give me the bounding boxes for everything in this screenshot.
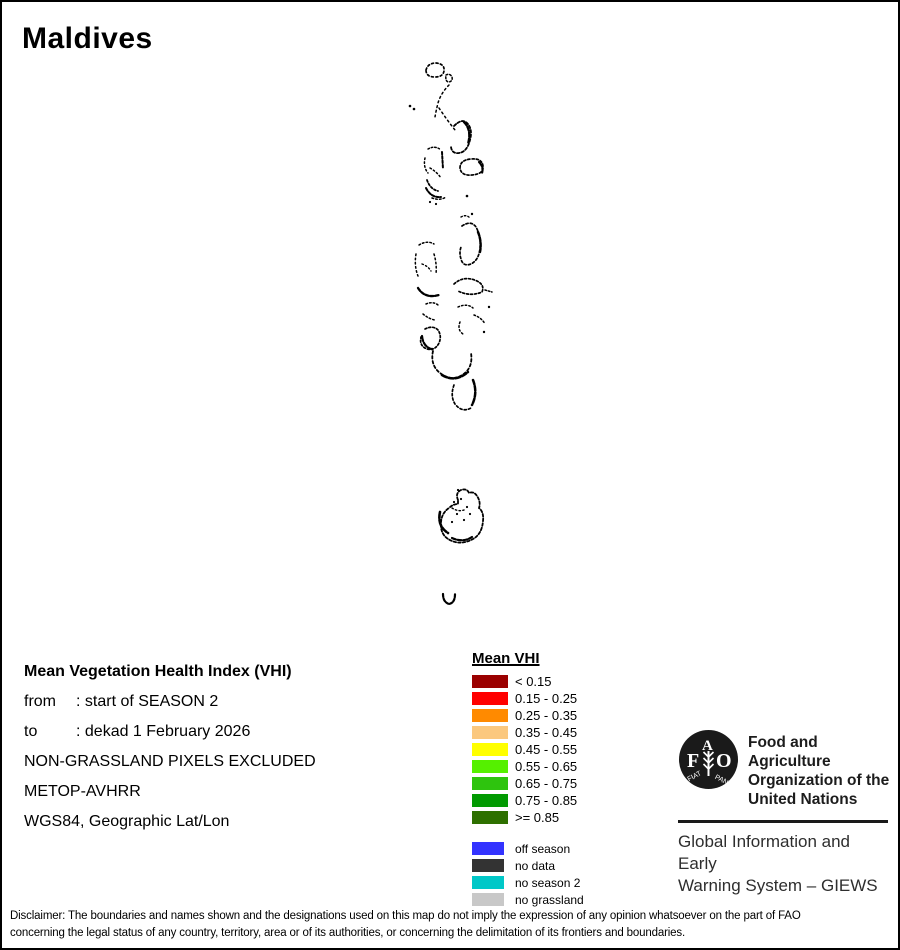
- info-line-sensor: METOP-AVHRR: [24, 783, 141, 800]
- fao-org-line1: Food and Agriculture: [748, 734, 831, 770]
- legend-item: [472, 707, 584, 724]
- legend-item-no-data: [472, 857, 584, 874]
- svg-text:A: A: [702, 738, 713, 754]
- legend-swatch: [472, 811, 508, 824]
- info-line-projection: WGS84, Geographic Lat/Lon: [24, 813, 230, 830]
- legend-item-no-season-2: [472, 874, 584, 891]
- legend-swatch: [472, 726, 508, 739]
- info-from-label: from: [24, 693, 56, 710]
- disclaimer-line1: Disclaimer: The boundaries and names shown and the designations used on this map do not imply the expression of any opinion whatsoever on the part of FAO: [10, 910, 801, 922]
- page-title: Maldives: [22, 22, 153, 55]
- vhi-legend: [472, 650, 584, 908]
- legend-item-no-grassland: [472, 891, 584, 908]
- legend-swatch: [472, 794, 508, 807]
- legend-label: 0.45 - 0.55: [515, 742, 578, 757]
- svg-text:PANIS: PANIS: [713, 773, 735, 790]
- svg-text:FIAT: FIAT: [686, 770, 703, 784]
- legend-swatch: [472, 675, 508, 688]
- fao-org-name: [748, 727, 890, 809]
- svg-text:F: F: [687, 750, 700, 772]
- fao-org-line2: Organization of the: [748, 772, 890, 789]
- legend-label: off season: [515, 841, 571, 856]
- legend-swatch: [472, 743, 508, 756]
- legend-item: [472, 741, 584, 758]
- giews-line1: Global Information and Early: [678, 832, 850, 873]
- legend-label: no grassland: [515, 892, 584, 907]
- legend-label: >= 0.85: [515, 810, 560, 825]
- info-line-pixels: NON-GRASSLAND PIXELS EXCLUDED: [24, 753, 316, 770]
- legend-swatch: [472, 893, 504, 906]
- legend-label: 0.25 - 0.35: [515, 708, 578, 723]
- legend-label: no season 2: [515, 875, 581, 890]
- info-to-label: to: [24, 723, 38, 740]
- legend-item: [472, 673, 584, 690]
- legend-label: no data: [515, 858, 556, 873]
- legend-item: [472, 724, 584, 741]
- svg-text:O: O: [716, 750, 732, 772]
- legend-gap: [472, 826, 584, 840]
- fao-divider: [678, 820, 888, 823]
- legend-label: < 0.15: [515, 674, 552, 689]
- info-from-value: : start of SEASON 2: [76, 693, 219, 710]
- info-row-to: [24, 717, 316, 747]
- info-heading: Mean Vegetation Health Index (VHI): [24, 663, 292, 680]
- fao-org-line3: United Nations: [748, 791, 858, 808]
- legend-item: [472, 758, 584, 775]
- info-to-value: : dekad 1 February 2026: [76, 723, 251, 740]
- legend-item-off-season: [472, 840, 584, 857]
- map-info-block: [24, 657, 316, 837]
- disclaimer-text: [10, 908, 888, 942]
- legend-swatch: [472, 760, 508, 773]
- legend-swatch: [472, 876, 504, 889]
- legend-swatch: [472, 777, 508, 790]
- legend-swatch: [472, 709, 508, 722]
- legend-title: Mean VHI: [472, 650, 540, 667]
- legend-label: 0.35 - 0.45: [515, 725, 578, 740]
- giews-line2: Warning System – GIEWS: [678, 876, 878, 895]
- legend-label: 0.65 - 0.75: [515, 776, 578, 791]
- fao-branding: [678, 727, 890, 897]
- giews-label: [678, 831, 890, 897]
- legend-swatch: [472, 842, 504, 855]
- legend-item: [472, 809, 584, 826]
- legend-label: 0.55 - 0.65: [515, 759, 578, 774]
- legend-swatch: [472, 859, 504, 872]
- legend-item: [472, 775, 584, 792]
- disclaimer-line2: concerning the legal status of any country, territory, area or of its authorities, or concerning the delimitation of its frontiers and boundaries.: [10, 927, 686, 939]
- legend-swatch: [472, 692, 508, 705]
- legend-label: 0.15 - 0.25: [515, 691, 578, 706]
- fao-logo-icon: [678, 729, 739, 790]
- legend-item: [472, 792, 584, 809]
- legend-item: [472, 690, 584, 707]
- info-row-from: [24, 687, 316, 717]
- legend-label: 0.75 - 0.85: [515, 793, 578, 808]
